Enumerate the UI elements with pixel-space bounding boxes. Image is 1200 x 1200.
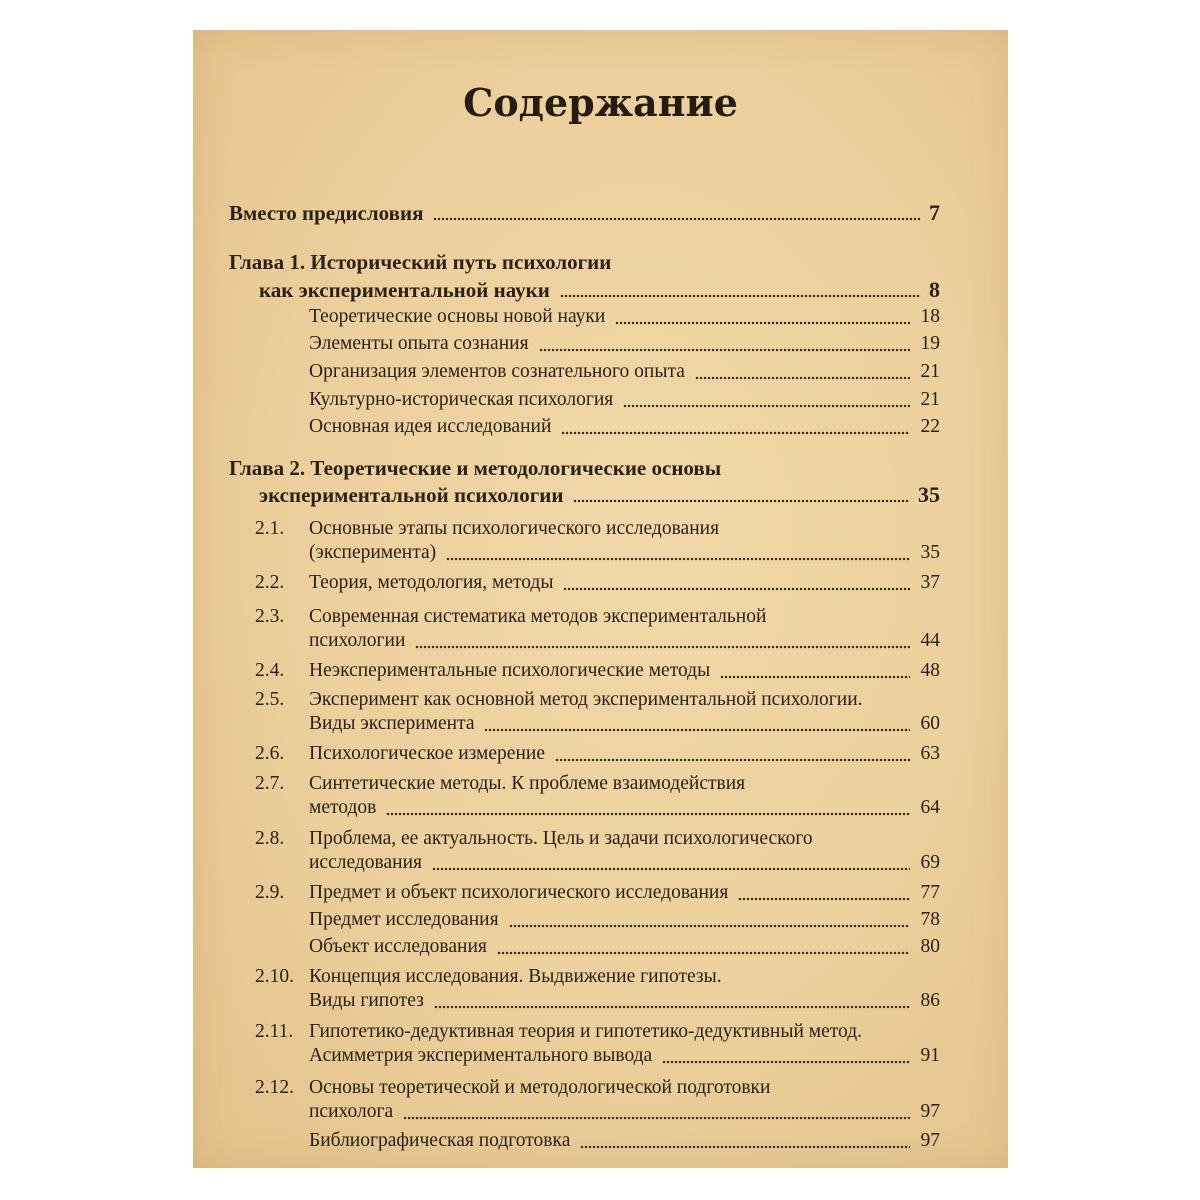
toc-entry-text: Библиографическая подготовка: [309, 1130, 571, 1151]
toc-entry-text: Предмет и объект психологического исследования: [309, 882, 729, 903]
toc-entry-text: Основная идея исследований: [309, 416, 552, 437]
dot-leader: [662, 1043, 910, 1069]
dot-leader: [497, 934, 910, 960]
toc-entry-text: Психологическое измерение: [309, 743, 545, 764]
toc-page-number: 60: [920, 713, 940, 734]
dot-leader: [720, 658, 910, 684]
toc-page-number: 21: [920, 389, 940, 410]
toc-section-number: 2.8.: [255, 828, 285, 849]
toc-page-number: 86: [920, 990, 940, 1011]
toc-section-number: 2.1.: [255, 518, 285, 539]
toc-entry-line: [193, 200, 1008, 226]
toc-entry-text: методов: [309, 797, 377, 818]
toc-entry-text: Культурно-историческая психология: [309, 389, 614, 410]
toc-entry-text: Основные этапы психологического исследования: [309, 518, 720, 539]
toc-section-number: 2.12.: [255, 1077, 294, 1098]
toc-page-number: 80: [920, 936, 940, 957]
dot-leader: [484, 711, 910, 737]
toc-entry-line: [193, 826, 1008, 852]
toc-page-number: 8: [929, 277, 940, 302]
dot-leader: [560, 277, 921, 303]
toc-entry-line: [193, 604, 1008, 630]
toc-entry-line: [193, 658, 1008, 684]
dot-leader: [403, 1099, 910, 1125]
toc-page-number: 64: [920, 797, 940, 818]
toc-section-number: 2.11.: [255, 1021, 294, 1042]
dot-leader: [563, 570, 910, 596]
toc-entry-line: [193, 1099, 1008, 1125]
dot-leader: [615, 304, 910, 330]
toc-entry-text: Основы теоретической и методологической подготовки: [309, 1077, 771, 1098]
toc-entry-line: [193, 359, 1008, 385]
book-page: [193, 30, 1008, 1168]
toc-entry-text: как экспериментальной науки: [259, 278, 550, 302]
toc-page-number: 22: [920, 416, 940, 437]
toc-entry-text: психологии: [309, 630, 406, 651]
toc-page-number: 91: [920, 1045, 940, 1066]
toc-entry-line: [193, 934, 1008, 960]
toc-entry-line: [193, 331, 1008, 357]
toc-entry-text: Виды эксперимента: [309, 713, 475, 734]
page-title: Содержание: [463, 80, 738, 125]
toc-page-number: 48: [920, 660, 940, 681]
toc-page-number: 37: [920, 572, 940, 593]
dot-leader: [446, 540, 910, 566]
toc-section-number: 2.6.: [255, 743, 285, 764]
toc-entry-line: [193, 964, 1008, 990]
toc-entry-line: [193, 1128, 1008, 1154]
toc-entry-text: Современная систематика методов экспериментальной: [309, 606, 767, 627]
toc-page-number: 44: [920, 630, 940, 651]
toc-section-number: 2.7.: [255, 773, 285, 794]
toc-entry-text: исследования: [309, 852, 422, 873]
toc-entry-line: [193, 249, 1008, 275]
toc-entry-line: [193, 304, 1008, 330]
toc-entry-text: Синтетические методы. К проблеме взаимодействия: [309, 773, 746, 794]
toc-entry-text: (эксперимента): [309, 542, 437, 563]
toc-entry-line: [193, 1043, 1008, 1069]
toc-entry-text: Теория, методология, методы: [309, 572, 554, 593]
toc-entry-text: Организация элементов сознательного опыта: [309, 361, 685, 382]
toc-entry-line: [193, 741, 1008, 767]
toc-entry-text: Глава 1. Исторический путь психологии: [229, 250, 612, 274]
toc-entry-text: Элементы опыта сознания: [309, 333, 529, 354]
toc-entry-line: [193, 414, 1008, 440]
toc-entry-line: [193, 387, 1008, 413]
toc-entry-line: [193, 687, 1008, 713]
toc-page-number: 19: [920, 333, 940, 354]
toc-section-number: 2.3.: [255, 606, 285, 627]
toc-entry-line: [193, 277, 1008, 303]
toc-page-number: 77: [920, 882, 940, 903]
toc-entry-line: [193, 482, 1008, 508]
toc-page-number: 63: [920, 743, 940, 764]
toc-page-number: 78: [920, 909, 940, 930]
dot-leader: [695, 359, 910, 385]
toc-entry-line: [193, 795, 1008, 821]
toc-page-number: 21: [920, 361, 940, 382]
toc-section-number: 2.4.: [255, 660, 285, 681]
dot-leader: [573, 482, 910, 508]
toc-entry-text: Асимметрия экспериментального вывода: [309, 1045, 653, 1066]
dot-leader: [539, 331, 910, 357]
toc-entry-text: Концепция исследования. Выдвижение гипотезы.: [309, 966, 722, 987]
toc-entry-text: Неэкспериментальные психологические методы: [309, 660, 711, 681]
toc-entry-text: Эксперимент как основной метод экспериментальной психологии.: [309, 689, 863, 710]
toc-entry-text: Теоретические основы новой науки: [309, 306, 606, 327]
dot-leader: [509, 907, 910, 933]
dot-leader: [738, 880, 910, 906]
toc-section-number: 2.2.: [255, 572, 285, 593]
toc-entry-line: [193, 540, 1008, 566]
toc-entry-line: [193, 880, 1008, 906]
dot-leader: [623, 387, 910, 413]
toc-section-number: 2.5.: [255, 689, 285, 710]
toc-entry-line: [193, 1019, 1008, 1045]
toc-section-number: 2.9.: [255, 882, 285, 903]
toc-entry-line: [193, 455, 1008, 481]
toc-entry-line: [193, 988, 1008, 1014]
toc-entry-line: [193, 1075, 1008, 1101]
toc-entry-text: Виды гипотез: [309, 990, 424, 1011]
toc-page-number: 18: [920, 306, 940, 327]
dot-leader: [561, 414, 910, 440]
toc-entry-text: Вместо предисловия: [229, 201, 424, 225]
toc-entry-text: Гипотетико-дедуктивная теория и гипотетико-дедуктивный метод.: [309, 1021, 863, 1042]
dot-leader: [555, 741, 910, 767]
toc-page-number: 69: [920, 852, 940, 873]
toc-entry-text: Объект исследования: [309, 936, 487, 957]
toc-entry-line: [193, 907, 1008, 933]
dot-leader: [415, 628, 910, 654]
toc-entry-text: психолога: [309, 1101, 394, 1122]
toc-page-number: 97: [920, 1130, 940, 1151]
toc-page-number: 35: [920, 542, 940, 563]
toc-entry-text: Глава 2. Теоретические и методологические основы: [229, 456, 722, 480]
toc-page-number: 35: [918, 482, 940, 507]
toc-entry-text: Предмет исследования: [309, 909, 499, 930]
toc-entry-line: [193, 771, 1008, 797]
toc-section-number: 2.10.: [255, 966, 294, 987]
toc-entry-line: [193, 711, 1008, 737]
dot-leader: [433, 200, 921, 226]
toc-page-number: 7: [929, 200, 940, 225]
toc-entry-line: [193, 850, 1008, 876]
toc-entry-line: [193, 570, 1008, 596]
toc-entry-line: [193, 628, 1008, 654]
dot-leader: [432, 850, 910, 876]
toc-entry-text: Проблема, ее актуальность. Цель и задачи психологического: [309, 828, 813, 849]
toc-page-number: 97: [920, 1101, 940, 1122]
dot-leader: [580, 1128, 910, 1154]
dot-leader: [434, 988, 910, 1014]
toc-entry-line: [193, 516, 1008, 542]
dot-leader: [386, 795, 910, 821]
toc-entry-text: экспериментальной психологии: [259, 483, 564, 507]
